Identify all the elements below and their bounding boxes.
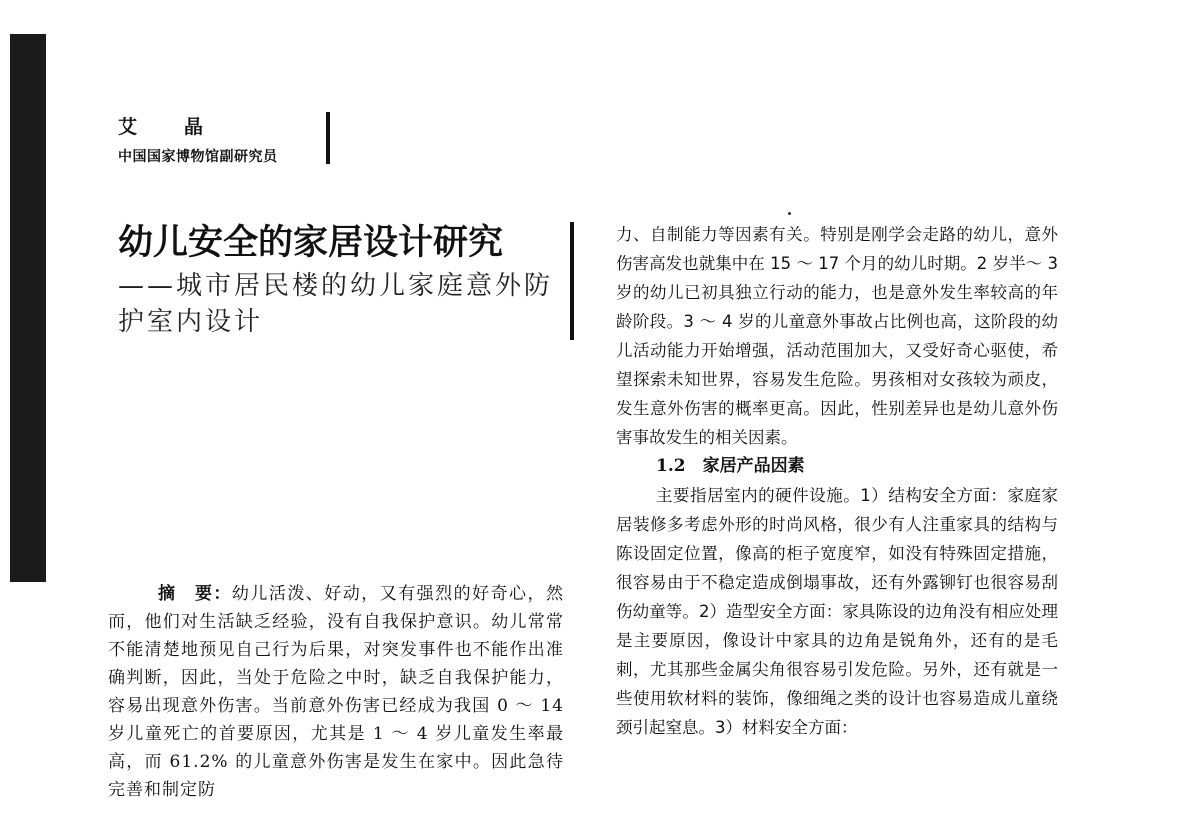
right-column xyxy=(616,220,1058,742)
author-divider-bar xyxy=(326,112,330,164)
abstract-paragraph xyxy=(108,580,564,804)
abstract-text: 幼儿活泼、好动，又有强烈的好奇心，然而，他们对生活缺乏经验，没有自我保护意识。幼儿常常不能清楚地预见自己行为后果，对突发事件也不能作出准确判断，因此，当处于危险之中时，缺乏自我保护能力，容易出现意外伤害。当前意外伤害已经成为我国 0 ～ 14 岁儿童死亡的首要原因，尤其是 1 ～ 4 岁儿童发生率最高，而 61.2% 的儿童意外伤害是发生在家中。因此急待完善和制定防 xyxy=(108,584,565,800)
scan-dot xyxy=(788,212,791,215)
page-edge-bar xyxy=(10,34,46,582)
abstract-label: 摘 要： xyxy=(158,584,232,604)
author-name: 艾 晶 xyxy=(118,116,218,138)
title-block xyxy=(118,220,568,340)
article-title: 幼儿安全的家居设计研究 xyxy=(118,223,504,263)
abstract xyxy=(108,580,564,804)
body-paragraph-2: 主要指居室内的硬件设施。1）结构安全方面：家庭家居装修多考虑外形的时尚风格，很少有人注重家具的结构与陈设固定位置，像高的柜子宽度窄，如没有特殊固定措施，很容易由于不稳定造成倒塌事故，还有外露铆钉也很容易刮伤幼童等。2）造型安全方面：家具陈设的边角没有相应处理是主要原因，像设计中家具的边角是锐角外，还有的是毛刺，尤其那些金属尖角很容易引发危险。另外，还有就是一些使用软材料的装饰，像细绳之类的设计也容易造成儿童绕颈引起窒息。3）材料安全方面： xyxy=(616,486,1058,737)
article-subtitle: ——城市居民楼的幼儿家庭意外防护室内设计 xyxy=(118,271,554,337)
section-heading: 1.2 家居产品因素 xyxy=(656,456,805,476)
title-divider-bar xyxy=(570,222,574,340)
author-block xyxy=(118,112,338,172)
body-paragraph-1: 力、自制能力等因素有关。特别是刚学会走路的幼儿，意外伤害高发也就集中在 15 ～ 17 个月的幼儿时期。2 岁半～ 3 岁的幼儿已初具独立行动的能力，也是意外发生率较高的年龄阶段。3 ～ 4 岁的儿童意外事故占比例也高，这阶段的幼儿活动能力开始增强，活动范围加大，又受好奇心驱使，希望探索未知世界，容易发生危险。男孩相对女孩较为顽皮，发生意外伤害的概率更高。因此，性别差异也是幼儿意外伤害事故发生的相关因素。 xyxy=(616,225,1058,447)
author-affiliation: 中国国家博物馆副研究员 xyxy=(118,149,278,165)
